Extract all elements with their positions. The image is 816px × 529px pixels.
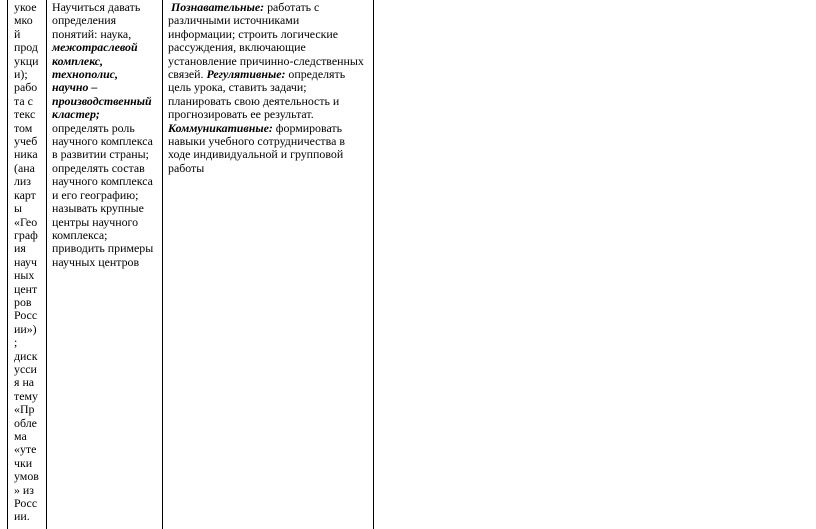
text-line: й — [14, 26, 21, 41]
text-line: ма — [14, 429, 27, 443]
table-divider-2 — [162, 0, 163, 529]
text-line: том — [14, 120, 33, 135]
text-line: цент — [14, 281, 38, 296]
term-line: кластер; — [52, 107, 100, 122]
text-line: учеб — [14, 134, 38, 149]
text-line: работы — [168, 160, 205, 175]
text-line: и его географию; — [52, 187, 139, 202]
text-line: ров — [14, 294, 32, 309]
text-line: «уте — [14, 442, 37, 457]
text-line: определять роль — [52, 120, 135, 135]
text-line: навыки учебного сотрудничества в — [168, 134, 345, 149]
text-line: научных центров — [52, 254, 140, 269]
term-line: межотраслевой — [52, 40, 138, 55]
text-line: понятий: наука, — [52, 26, 132, 41]
uud-results-cell — [168, 1, 364, 175]
text-line: карт — [14, 187, 36, 202]
text-line: » из — [14, 482, 34, 497]
text-line: определения — [52, 13, 117, 28]
table-border-left — [7, 0, 8, 529]
text-line: определять состав — [52, 160, 145, 175]
text-line: ных — [14, 268, 35, 283]
text-line: Росс — [14, 308, 38, 323]
table-divider-1 — [46, 0, 47, 529]
term-line: производственный — [52, 93, 152, 108]
term-line: технополис, — [52, 67, 118, 82]
text-line: ии. — [14, 509, 30, 524]
cognitive-label: Познавательные: — [170, 0, 265, 14]
text-line: в развитии страны; — [52, 147, 149, 162]
text-line: диск — [14, 348, 38, 363]
text-line: научного комплекса — [52, 174, 153, 189]
text-line: ника — [14, 147, 38, 162]
text-line: информации; строить логические — [168, 26, 339, 41]
text-line: приводить примеры — [52, 241, 154, 256]
text-line: Росс — [14, 496, 38, 511]
text-line: цель урока, ставить задачи; — [168, 80, 307, 95]
text-line: научного комплекса — [52, 134, 153, 149]
text-fragment: определять — [285, 67, 346, 82]
text-line: рабо — [14, 80, 38, 95]
text-line: мко — [14, 13, 33, 28]
text-line: ии») — [14, 321, 37, 336]
text-fragment: формировать — [272, 120, 343, 135]
text-line: умов — [14, 469, 39, 484]
text-line: прогнозировать ее результат. — [168, 107, 314, 122]
text-line: установление причинно-следственных — [168, 53, 364, 68]
text-line: комплекса; — [52, 227, 108, 242]
text-line — [168, 1, 364, 14]
text-line: «Пр — [14, 402, 35, 417]
regulatory-label: Регулятивные: — [206, 67, 286, 82]
text-line: текс — [14, 107, 36, 122]
text-line: укци — [14, 53, 39, 68]
text-line: науч — [14, 254, 37, 269]
text-line: обле — [14, 415, 37, 430]
text-line: лиз — [14, 174, 31, 189]
text-line: чки — [14, 455, 33, 470]
text-line: ходе индивидуальной и групповой — [168, 147, 344, 162]
text-line — [168, 68, 364, 81]
text-line: планировать свою деятельность и — [168, 93, 340, 108]
term-line: комплекс, — [52, 53, 104, 68]
text-line: я на — [14, 375, 35, 390]
text-fragment: связей. — [168, 67, 204, 82]
text-line: укое — [14, 0, 37, 14]
text-fragment: работать с — [264, 0, 320, 14]
text-line: тему — [14, 388, 38, 403]
text-line: ия — [14, 241, 26, 256]
text-line: «Гео — [14, 214, 38, 229]
text-line: Научиться давать — [52, 0, 141, 14]
text-line: ; — [14, 335, 18, 350]
text-line: та с — [14, 93, 33, 108]
subject-results-cell — [52, 1, 153, 269]
text-line: и); — [14, 67, 28, 82]
text-line: прод — [14, 40, 38, 55]
term-line: научно – — [52, 80, 98, 95]
text-line: рассуждения, включающие — [168, 40, 306, 55]
activity-column-cell — [14, 1, 39, 524]
text-line: (ана — [14, 160, 35, 175]
text-line — [168, 122, 364, 135]
text-line: ы — [14, 201, 22, 216]
communicative-label: Коммуникативные: — [168, 120, 273, 135]
text-line: называть крупные — [52, 201, 144, 216]
text-line: различными источниками — [168, 13, 300, 28]
text-line: усси — [14, 361, 37, 376]
text-line: граф — [14, 227, 38, 242]
table-border-right — [373, 0, 374, 529]
text-line: центры научного — [52, 214, 139, 229]
